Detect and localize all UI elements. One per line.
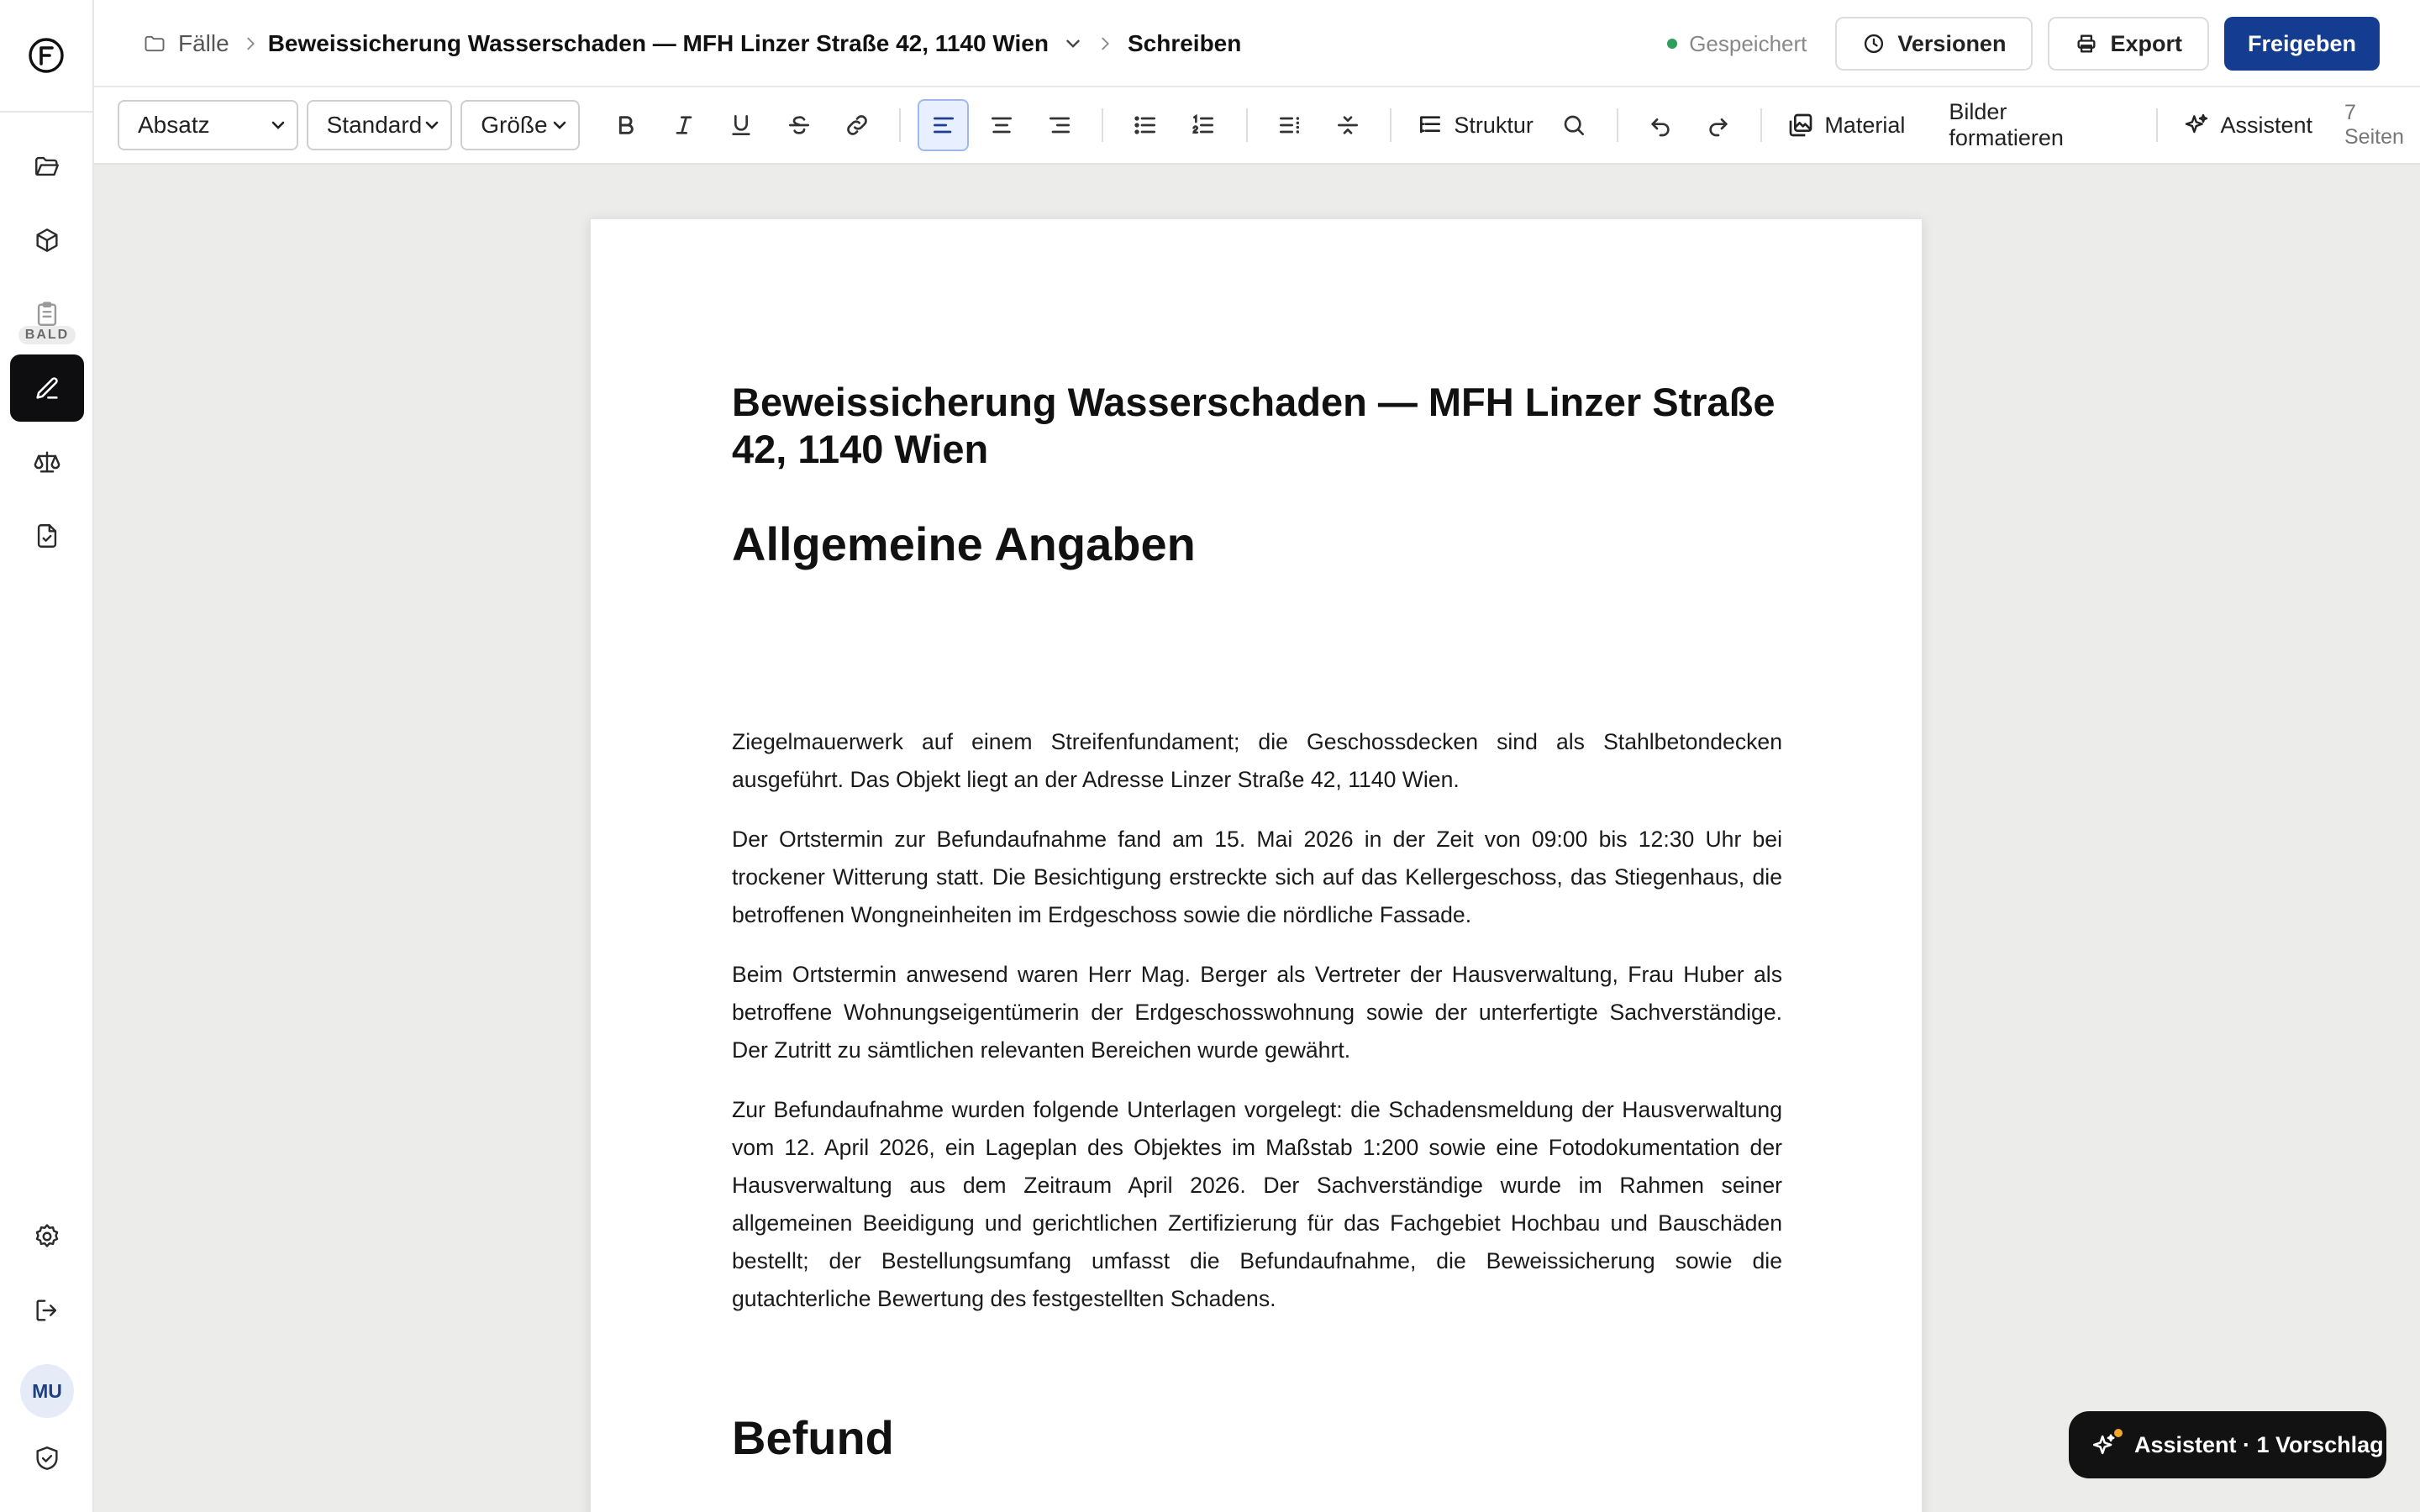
sidebar-item-documents[interactable]	[10, 502, 84, 570]
bullet-list-button[interactable]	[1120, 99, 1171, 151]
clipboard-icon	[33, 300, 61, 328]
bold-button[interactable]	[600, 99, 651, 151]
numbered-list-button[interactable]	[1178, 99, 1229, 151]
document-page[interactable]	[590, 218, 1923, 1512]
breadcrumb-cases-label: Fälle	[178, 30, 229, 56]
file-check-icon	[33, 522, 61, 550]
toolbar-divider	[1617, 108, 1618, 142]
save-status	[1667, 31, 1807, 57]
paragraph[interactable]: Ziegelmauerwerk auf einem Streifenfundament; die Geschossdecken sind als Stahlbetondecken ausgeführt. Das Objekt liegt an der Adresse Linzer Straße 42, 1140 Wien.	[732, 729, 1782, 792]
undo-button[interactable]	[1635, 99, 1686, 151]
bullet-list-icon	[1132, 112, 1159, 139]
sidebar-item-cases[interactable]	[10, 133, 84, 200]
align-left-icon	[930, 112, 957, 139]
format-images-button[interactable]	[1937, 99, 2136, 151]
notification-dot	[2114, 1429, 2123, 1437]
material-button[interactable]	[1776, 99, 1917, 151]
pen-icon	[33, 374, 61, 402]
chevron-down-icon	[550, 115, 570, 135]
link-icon	[844, 112, 871, 139]
page-break-icon	[1334, 112, 1361, 139]
structure-label: Struktur	[1454, 112, 1534, 138]
versions-label: Versionen	[1897, 30, 2007, 56]
underline-icon	[728, 112, 755, 139]
left-sidebar	[0, 0, 94, 1512]
save-status-label: Gespeichert	[1689, 30, 1807, 56]
document-title[interactable]: Beweissicherung Wasserschaden — MFH Linzer Straße 42, 1140 Wien	[732, 380, 1776, 471]
user-avatar[interactable]: MU	[20, 1364, 74, 1418]
chevron-down-icon	[1062, 33, 1084, 55]
paragraph-style-select[interactable]	[118, 100, 298, 150]
section-heading-findings[interactable]: Befund	[732, 1411, 894, 1464]
chevron-right-icon	[241, 34, 260, 53]
sidebar-item-objects[interactable]	[10, 207, 84, 274]
app-logo[interactable]	[0, 0, 92, 113]
toolbar-divider	[2156, 108, 2158, 142]
line-spacing-icon	[1276, 112, 1303, 139]
breadcrumb	[143, 0, 1241, 87]
toolbar-divider	[899, 108, 901, 142]
versions-button[interactable]	[1835, 17, 2033, 71]
material-label: Material	[1824, 112, 1906, 138]
align-right-button[interactable]	[1034, 99, 1085, 151]
align-left-button[interactable]	[918, 99, 969, 151]
strikethrough-button[interactable]	[774, 99, 825, 151]
font-size-value: Größe	[481, 112, 548, 138]
scale-icon	[33, 448, 61, 476]
font-family-value: Standard	[326, 112, 423, 138]
chevron-right-icon	[1096, 34, 1114, 53]
align-center-button[interactable]	[976, 99, 1027, 151]
toolbar-divider	[1102, 108, 1103, 142]
export-label: Export	[2110, 30, 2182, 56]
paragraph[interactable]: Beim Ortstermin anwesend waren Herr Mag. Berger als Vertreter der Hausverwaltung, Frau Huber als betroffene Wohnungseigentümerin der Erdgeschosswohnung sowie der unterfertigte Sachverständige. Der Zutritt zu sämtlichen relevanten Bereichen wurde gewährt.	[732, 962, 1782, 1063]
printer-icon	[2075, 32, 2098, 55]
toolbar-divider	[1390, 108, 1392, 142]
assistant-label: Assistent	[2220, 112, 2312, 138]
paragraph[interactable]: Der Ortstermin zur Befundaufnahme fand am 15. Mai 2026 in der Zeit von 09:00 bis 12:30 Uhr bei trockener Witterung statt. Die Besichtigung erstreckte sich auf das Kellergeschoss, das Stiegenhaus, die betroffenen Wongneinheiten im Erdgeschoss sowie die nördliche Fassade.	[732, 827, 1782, 927]
format-images-label: Bilder formatieren	[1949, 99, 2064, 150]
clock-icon	[1862, 32, 1886, 55]
toolbar-divider	[1246, 108, 1248, 142]
logout-icon	[33, 1296, 61, 1325]
align-center-icon	[988, 112, 1015, 139]
search-icon	[1560, 112, 1587, 139]
chevron-down-icon	[268, 115, 288, 135]
tree-structure-icon	[1417, 112, 1444, 139]
font-size-select[interactable]	[460, 100, 580, 150]
italic-icon	[671, 112, 697, 139]
align-right-icon	[1046, 112, 1073, 139]
page-count: 7 Seiten	[2344, 101, 2404, 149]
shield-check-icon	[33, 1444, 61, 1473]
link-button[interactable]	[832, 99, 883, 151]
document-canvas[interactable]	[94, 165, 2420, 1512]
strikethrough-icon	[786, 112, 813, 139]
assistant-suggestion-label: Assistent · 1 Vorschlag	[2134, 1431, 2384, 1457]
paragraph-style-value: Absatz	[138, 112, 210, 138]
section-heading-general[interactable]: Allgemeine Angaben	[732, 517, 1196, 570]
toolbar-divider	[1760, 108, 1762, 142]
cube-icon	[33, 226, 61, 255]
assistant-button[interactable]	[2171, 99, 2324, 151]
save-status-dot	[1667, 39, 1677, 49]
sparkles-icon	[2183, 112, 2210, 139]
sidebar-item-legal[interactable]	[10, 428, 84, 496]
breadcrumb-case-switcher[interactable]	[268, 30, 1084, 57]
assistant-fab-icon	[2091, 1431, 2119, 1459]
release-button[interactable]: Freigeben	[2224, 17, 2380, 71]
image-gallery-icon	[1787, 112, 1814, 139]
italic-button[interactable]	[658, 99, 709, 151]
breadcrumb-current: Schreiben	[1127, 30, 1242, 56]
top-header	[94, 0, 2420, 87]
search-button[interactable]	[1549, 99, 1600, 151]
undo-icon	[1647, 112, 1674, 139]
line-spacing-button[interactable]	[1265, 99, 1316, 151]
underline-button[interactable]	[716, 99, 767, 151]
folder-open-icon	[33, 152, 61, 181]
numbered-list-icon	[1190, 112, 1217, 139]
bold-icon	[613, 112, 639, 139]
breadcrumb-cases[interactable]	[143, 30, 229, 57]
breadcrumb-case-label: Beweissicherung Wasserschaden — MFH Linzer Straße 42, 1140 Wien	[267, 30, 1049, 56]
header-actions	[1667, 0, 2380, 87]
page-break-button[interactable]	[1323, 99, 1374, 151]
circled-f-logo-icon	[27, 36, 66, 75]
assistant-suggestion-button[interactable]	[2069, 1411, 2386, 1478]
redo-button[interactable]	[1693, 99, 1744, 151]
paragraph[interactable]: Zur Befundaufnahme wurden folgende Unterlagen vorgelegt: die Schadensmeldung der Hausverwaltung vom 12. April 2026, ein Lageplan des Objektes im Maßstab 1:200 sowie eine Fotodokumentation der Hausverwaltung aus dem Zeitraum April 2026. Der Sachverständige wurde im Rahmen seiner allgemeinen Beeidigung und gerichtlichen Zertifizierung für das Fachgebiet Hochbau und Bauschäden bestellt; der Bestellungsumfang umfasst die Befundaufnahme, die Beweissicherung sowie die gutachterliche Bewertung des festgestellten Schadens.	[732, 1097, 1782, 1311]
sidebar-item-write[interactable]	[10, 354, 84, 422]
chevron-down-icon	[422, 115, 442, 135]
font-family-select[interactable]	[307, 100, 453, 150]
coming-soon-badge: BALD	[18, 326, 76, 344]
security-button[interactable]	[10, 1425, 84, 1492]
structure-button[interactable]	[1405, 99, 1545, 151]
editor-toolbar	[94, 87, 2420, 165]
redo-icon	[1705, 112, 1732, 139]
gear-icon	[33, 1222, 61, 1251]
export-button[interactable]	[2048, 17, 2209, 71]
document-body[interactable]	[732, 723, 1782, 1340]
folder-icon	[143, 32, 166, 55]
settings-button[interactable]	[10, 1203, 84, 1270]
logout-button[interactable]	[10, 1277, 84, 1344]
